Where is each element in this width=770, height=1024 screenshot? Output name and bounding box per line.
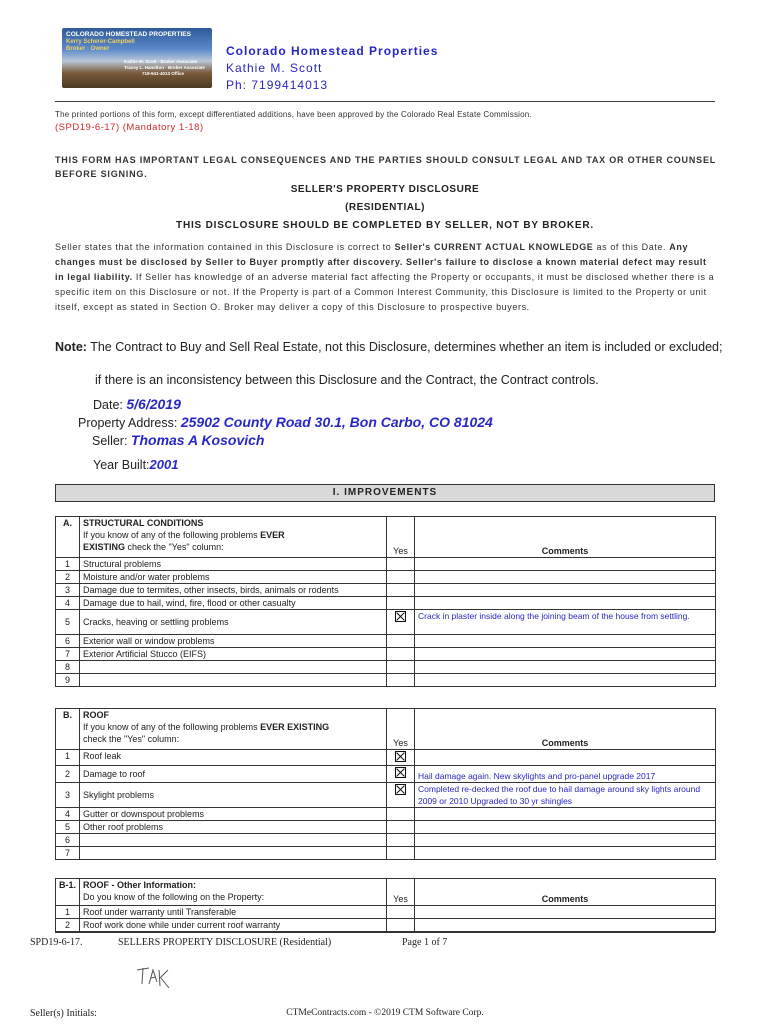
row-label: Exterior wall or window problems xyxy=(80,635,387,648)
row-number: 6 xyxy=(56,635,80,648)
row-label: Roof leak xyxy=(80,750,387,766)
section-instructions: ROOF - Other Information: Do you know of the following on the Property: xyxy=(80,879,387,906)
yes-header: Yes xyxy=(387,709,415,750)
yes-cell[interactable] xyxy=(387,783,415,808)
comment-cell[interactable] xyxy=(415,750,716,766)
address-field[interactable]: Property Address: 25902 County Road 30.1, Bon Carbo, CO 81024 xyxy=(78,414,493,430)
section-header-improvements: I. IMPROVEMENTS xyxy=(55,484,715,502)
row-number: 7 xyxy=(56,847,80,860)
footer-form-title: SELLERS PROPERTY DISCLOSURE (Residential) xyxy=(118,937,332,948)
comment-cell[interactable] xyxy=(415,834,716,847)
yes-cell[interactable] xyxy=(387,610,415,635)
row-label: Skylight problems xyxy=(80,783,387,808)
comment-cell[interactable]: Hail damage again. New skylights and pro-panel upgrade 2017 xyxy=(415,766,716,783)
section-instructions: STRUCTURAL CONDITIONS If you know of any of the following problems EVER EXISTING check the "Yes" column: xyxy=(80,517,387,558)
row-label: Damage due to hail, wind, fire, flood or other casualty xyxy=(80,597,387,610)
row-label: Damage to roof xyxy=(80,766,387,783)
section-instructions: ROOF If you know of any of the following problems EVER EXISTING check the "Yes" column: xyxy=(80,709,387,750)
form-code: (SPD19-6-17) (Mandatory 1-18) xyxy=(55,122,204,133)
comments-header: Comments xyxy=(415,709,716,750)
comment-cell[interactable] xyxy=(415,635,716,648)
comment-cell[interactable] xyxy=(415,906,716,919)
seller-field[interactable]: Seller: Thomas A Kosovich xyxy=(92,432,265,448)
note: Note: The Contract to Buy and Sell Real Estate, not this Disclosure, determines whether an item is included or excluded; xyxy=(55,340,723,354)
row-label[interactable] xyxy=(80,834,387,847)
row-number: 2 xyxy=(56,571,80,584)
checked-box-icon[interactable] xyxy=(395,767,406,778)
yes-cell[interactable] xyxy=(387,635,415,648)
comment-cell[interactable] xyxy=(415,847,716,860)
form-title: SELLER'S PROPERTY DISCLOSURE xyxy=(290,184,480,195)
company-logo xyxy=(62,28,212,88)
agent-name: Kathie M. Scott xyxy=(226,61,323,75)
section-letter: A. xyxy=(56,517,80,558)
row-number: 2 xyxy=(56,919,80,932)
row-number: 3 xyxy=(56,584,80,597)
roof-table xyxy=(55,708,716,860)
yes-cell[interactable] xyxy=(387,674,415,687)
row-number: 1 xyxy=(56,750,80,766)
comment-cell[interactable] xyxy=(415,558,716,571)
comment-cell[interactable] xyxy=(415,919,716,932)
yes-cell[interactable] xyxy=(387,919,415,932)
logo-line: Kerry Scherer-Campbell xyxy=(66,39,135,45)
company-name: Colorado Homestead Properties xyxy=(226,44,439,58)
comment-cell[interactable] xyxy=(415,648,716,661)
yes-cell[interactable] xyxy=(387,750,415,766)
checked-box-icon[interactable] xyxy=(395,611,406,622)
section-letter: B. xyxy=(56,709,80,750)
year-built-field[interactable]: Year Built:2001 xyxy=(93,457,179,472)
logo-line: COLORADO HOMESTEAD PROPERTIES xyxy=(66,31,191,38)
yes-cell[interactable] xyxy=(387,558,415,571)
row-number: 7 xyxy=(56,648,80,661)
row-number: 2 xyxy=(56,766,80,783)
comment-cell[interactable] xyxy=(415,571,716,584)
yes-cell[interactable] xyxy=(387,808,415,821)
logo-line: Kathie M. Scott · Broker Associate xyxy=(124,59,198,64)
comment-cell[interactable] xyxy=(415,821,716,834)
legal-warning: THIS FORM HAS IMPORTANT LEGAL CONSEQUENCES AND THE PARTIES SHOULD CONSULT LEGAL AND TAX OR OTHER COUNSEL BEFORE SIGNING. xyxy=(55,155,716,179)
initials-signature xyxy=(135,962,175,992)
yes-cell[interactable] xyxy=(387,906,415,919)
logo-line: Tracey L. Hamilton · Broker Associate xyxy=(124,65,205,70)
row-label: Roof under warranty until Transferable xyxy=(80,906,387,919)
comment-cell[interactable]: Crack in plaster inside along the joining beam of the house from settling. xyxy=(415,610,716,635)
row-label[interactable] xyxy=(80,847,387,860)
row-label[interactable] xyxy=(80,674,387,687)
comment-cell[interactable]: Completed re-decked the roof due to hail damage around sky lights around 2009 or 2010 Upgraded to 30 yr shingles xyxy=(415,783,716,808)
row-number: 9 xyxy=(56,674,80,687)
comment-cell[interactable] xyxy=(415,661,716,674)
intro-paragraph: Seller states that the information contained in this Disclosure is correct to Seller's CURRENT ACTUAL KNOWLEDGE as of this Date. Any changes must be disclosed by Seller to Buyer promptly after discovery. Seller's failure to disclose a known material defect may result in legal liability. If Seller has knowledge of an adverse material fact affecting the Property or occupants, it must be disclosed whether there is a specific item on this Disclosure or not. If the Property is part of a Common Interest Community, this Disclosure is limited to the Property or unit itself, except as stated in Section O. Broker may deliver a copy of this Disclosure to prospective buyers. xyxy=(55,242,715,312)
yes-header: Yes xyxy=(387,879,415,906)
footer-divider xyxy=(55,932,715,933)
comments-header: Comments xyxy=(415,517,716,558)
form-instruction: THIS DISCLOSURE SHOULD BE COMPLETED BY SELLER, NOT BY BROKER. xyxy=(176,220,594,231)
row-label: Moisture and/or water problems xyxy=(80,571,387,584)
comment-cell[interactable] xyxy=(415,584,716,597)
row-label: Cracks, heaving or settling problems xyxy=(80,610,387,635)
comment-cell[interactable] xyxy=(415,674,716,687)
comment-cell[interactable] xyxy=(415,597,716,610)
checked-box-icon[interactable] xyxy=(395,751,406,762)
footer-form-code: SPD19-6-17. xyxy=(30,937,83,948)
row-label: Other roof problems xyxy=(80,821,387,834)
section-letter: B-1. xyxy=(56,879,80,906)
yes-cell[interactable] xyxy=(387,648,415,661)
row-number: 1 xyxy=(56,906,80,919)
row-label: Structural problems xyxy=(80,558,387,571)
yes-cell[interactable] xyxy=(387,834,415,847)
row-label: Damage due to termites, other insects, birds, animals or rodents xyxy=(80,584,387,597)
yes-cell[interactable] xyxy=(387,821,415,834)
row-label: Roof work done while under current roof warranty xyxy=(80,919,387,932)
yes-header: Yes xyxy=(387,517,415,558)
date-field[interactable]: Date: 5/6/2019 xyxy=(93,396,181,412)
row-label: Gutter or downspout problems xyxy=(80,808,387,821)
row-label[interactable] xyxy=(80,661,387,674)
form-subtitle: (RESIDENTIAL) xyxy=(345,202,425,213)
divider xyxy=(55,101,715,102)
yes-cell[interactable] xyxy=(387,766,415,783)
row-number: 5 xyxy=(56,610,80,635)
row-label: Exterior Artificial Stucco (EIFS) xyxy=(80,648,387,661)
row-number: 1 xyxy=(56,558,80,571)
yes-cell[interactable] xyxy=(387,571,415,584)
comments-header: Comments xyxy=(415,879,716,906)
structural-table xyxy=(55,516,716,687)
row-number: 3 xyxy=(56,783,80,808)
row-number: 6 xyxy=(56,834,80,847)
initials-label: Seller(s) Initials: xyxy=(30,1008,97,1019)
agent-phone: Ph: 7199414013 xyxy=(226,78,329,92)
yes-cell[interactable] xyxy=(387,597,415,610)
yes-cell[interactable] xyxy=(387,847,415,860)
yes-cell[interactable] xyxy=(387,584,415,597)
row-number: 5 xyxy=(56,821,80,834)
footer-page-number: Page 1 of 7 xyxy=(402,937,448,948)
footer-copyright: CTMeContracts.com - ©2019 CTM Software Corp. xyxy=(286,1008,484,1018)
row-number: 4 xyxy=(56,597,80,610)
row-number: 4 xyxy=(56,808,80,821)
row-number: 8 xyxy=(56,661,80,674)
yes-cell[interactable] xyxy=(387,661,415,674)
logo-line: 719-941-4013 Office xyxy=(142,71,185,76)
approval-notice: The printed portions of this form, except differentiated additions, have been approved by the Colorado Real Estate Commission. xyxy=(55,110,532,119)
checked-box-icon[interactable] xyxy=(395,784,406,795)
note-line-2: if there is an inconsistency between this Disclosure and the Contract, the Contract controls. xyxy=(95,373,599,387)
roof-info-table xyxy=(55,878,716,932)
comment-cell[interactable] xyxy=(415,808,716,821)
logo-line: Broker · Owner xyxy=(66,46,110,52)
